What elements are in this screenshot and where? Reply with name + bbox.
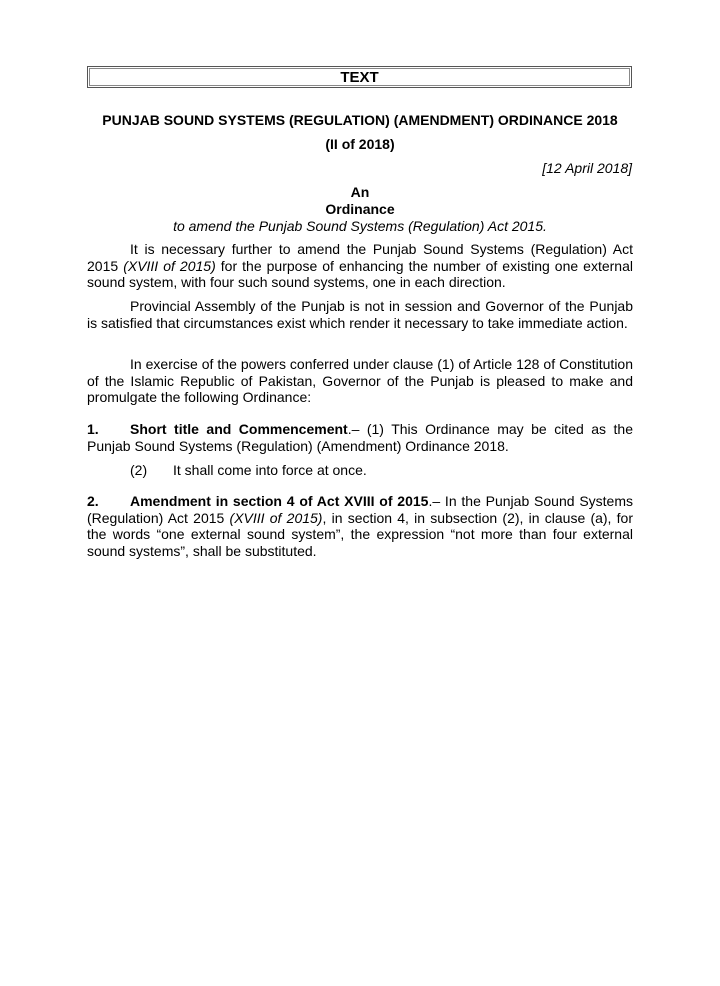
- ordinance-number: (II of 2018): [325, 136, 395, 152]
- recital-paragraph-3: In exercise of the powers conferred under clause (1) of Article 128 of Constitution of the Islamic Republic of Pakistan, Governor of the Punjab is pleased to make and promulgate the following Ordinance:: [87, 356, 633, 405]
- recital-paragraph-2: Provincial Assembly of the Punjab is not in session and Governor of the Punjab is satisfied that circumstances exist which render it necessary to take immediate action.: [87, 298, 633, 331]
- ordinance-heading: Ordinance: [325, 201, 395, 217]
- section-2-heading: Amendment in section 4 of Act XVIII of 2015: [130, 493, 429, 509]
- recital-1-text-b: for the purpose of enhancing the number of existing one external sound system, with four such sound systems, one in each direction.: [87, 257, 633, 290]
- text-header-box: TEXT: [87, 66, 632, 88]
- section-2-act-ref: (XVIII of 2015): [229, 509, 323, 526]
- an-heading: An: [350, 184, 370, 200]
- section-2-text-b: , in section 4, in subsection (2), in clause (a), for the words “one external sound system”, the expression “not more than four external sound systems”, shall be substituted.: [87, 509, 634, 559]
- section-2-text-a: .– In the Punjab Sound Systems (Regulation) Act 2015: [87, 493, 633, 526]
- section-1: [87, 421, 633, 454]
- section-2-number: 2.: [87, 493, 99, 509]
- recital-paragraph-1: [87, 241, 633, 291]
- section-2: [87, 493, 633, 559]
- preamble-line: to amend the Punjab Sound Systems (Regulation) Act 2015.: [173, 218, 547, 234]
- section-1-subsection-2: [87, 462, 676, 479]
- section-1-number: 1.: [87, 421, 99, 437]
- subsection-2-text: It shall come into force at once.: [173, 462, 367, 478]
- ordinance-title: PUNJAB SOUND SYSTEMS (REGULATION) (AMENDMENT) ORDINANCE 2018: [102, 112, 618, 128]
- section-1-text: .– (1) This Ordinance may be cited as the Punjab Sound Systems (Regulation) (Amendment) Ordinance 2018.: [87, 421, 633, 454]
- recital-1-text-a: It is necessary further to amend the Punjab Sound Systems (Regulation) Act 2015: [87, 241, 633, 274]
- subsection-2-number: (2): [130, 462, 148, 478]
- recital-1-act-ref: (XVIII of 2015): [123, 257, 216, 274]
- ordinance-date: [12 April 2018]: [542, 160, 632, 176]
- section-1-heading: Short title and Commencement: [130, 421, 348, 437]
